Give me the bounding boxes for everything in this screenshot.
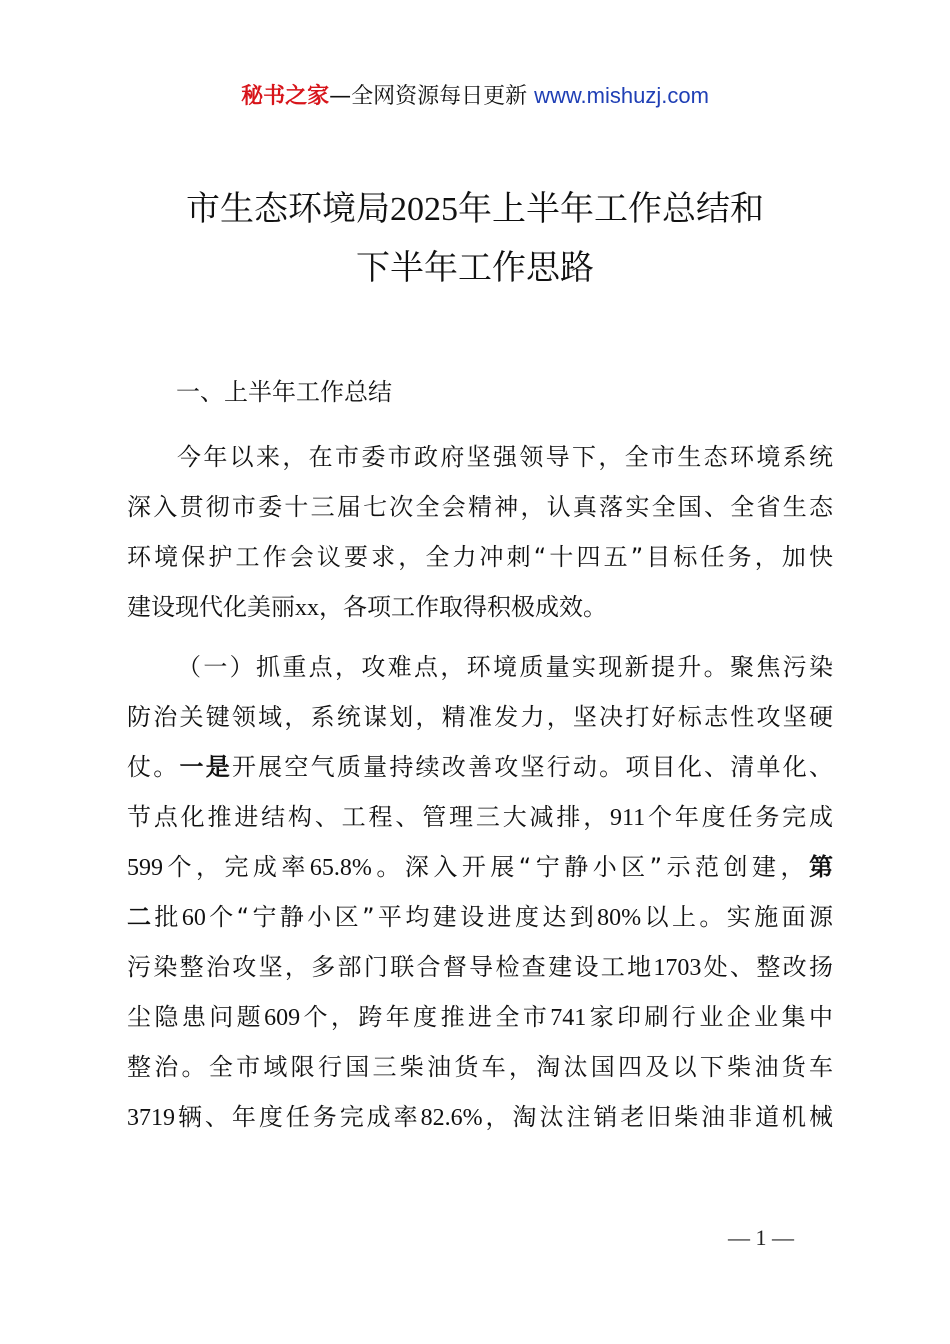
title-line-1: 市生态环境局2025年上半年工作总结和 xyxy=(186,189,764,229)
banner-tagline: —全网资源每日更新 xyxy=(329,84,535,109)
section-heading: 一、上半年工作总结 xyxy=(176,378,392,406)
paragraph-intro: 今年以来，在市委市政府坚强领导下，全市生态环境系统 深入贯彻市委十三届七次全会精神，认真落实全国、全省生态 环境保护工作会议要求，全力冲刺“十四五”目标任务，加快 建设现代化美丽xx，各项工作取得积极成效。 xyxy=(127,443,833,621)
paragraph-air-quality: （一）抓重点，攻难点，环境质量实现新提升。聚焦污染 防治关键领域，系统谋划，精准发力，坚决打好标志性攻坚硬 仗。一是开展空气质量持续改善攻坚行动。项目化、清单化、 节点化推进结构、工程、管理三大减排，911个年度任务完成 599个，完成率65.8%。深入开展“宁静小区”示范创建，第 二批60个“宁静小区”平均建设进度达到80%以上。实施面源 污染整治攻坚，多部门联合督导检查建设工地1703处、整改扬 尘隐患问题609个，跨年度推进全市741家印刷行业企业集中 整治。全市域限行国三柴油货车，淘汰国四及以下柴油货车 3719辆、年度任务完成率82.6%，淘汰注销老旧柴油非道机械 xyxy=(127,653,834,1131)
document-title xyxy=(0,180,950,297)
page-number: — 1 — xyxy=(728,1225,794,1250)
brand-name: 秘书之家 xyxy=(241,84,330,109)
site-banner xyxy=(0,80,950,113)
title-line-2: 下半年工作思路 xyxy=(356,248,594,288)
site-url-link[interactable]: www.mishuzj.com xyxy=(534,83,709,108)
